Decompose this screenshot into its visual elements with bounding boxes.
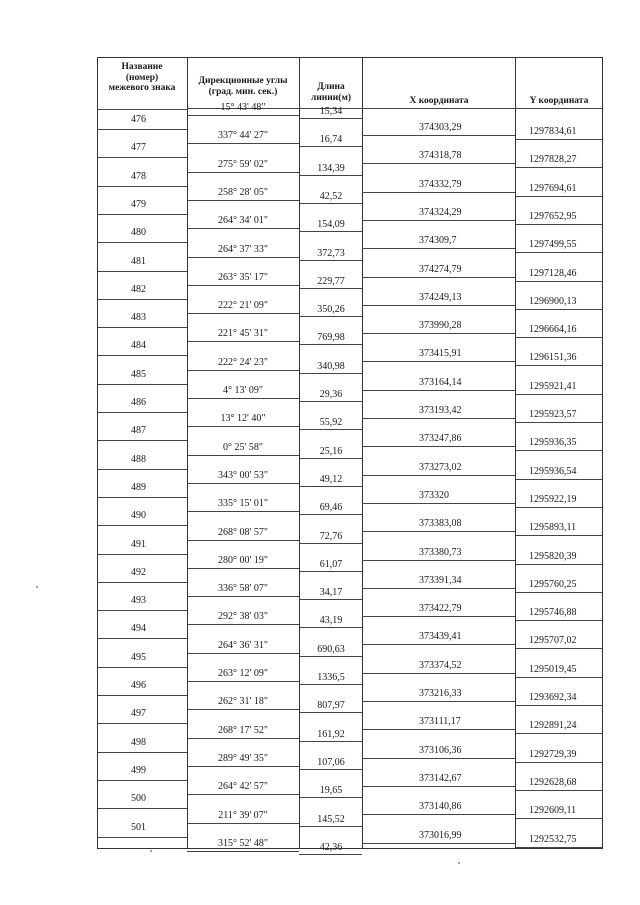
row-divider xyxy=(515,564,602,565)
x-coordinate-cell: 373216,33 xyxy=(419,688,462,699)
row-divider xyxy=(362,588,515,589)
row-divider xyxy=(187,511,299,512)
row-divider xyxy=(299,316,362,317)
y-coordinate-cell: 1296151,36 xyxy=(529,352,577,364)
scan-speck xyxy=(458,862,460,864)
header-name-line: Название xyxy=(121,62,163,72)
row-divider xyxy=(299,401,362,402)
length-cell: 69,46 xyxy=(319,502,343,514)
row-divider xyxy=(299,458,362,459)
column-border xyxy=(602,58,603,848)
x-coordinate-cell: 373016,99 xyxy=(419,829,462,841)
row-divider xyxy=(299,826,362,827)
x-coordinate-cell: 373111,17 xyxy=(419,716,461,728)
angle-cell: 264° 34' 01" xyxy=(218,215,268,227)
row-divider xyxy=(187,143,299,144)
angle-cell: 268° 08' 57" xyxy=(218,526,268,538)
length-cell: 372,73 xyxy=(317,247,345,259)
header-x: X координата xyxy=(409,96,469,106)
row-divider xyxy=(515,620,602,621)
row-divider xyxy=(97,242,187,243)
row-divider xyxy=(362,786,515,787)
mark-number-cell: 479 xyxy=(131,198,146,210)
angle-cell: 222° 24' 23" xyxy=(218,356,268,368)
row-divider xyxy=(299,599,362,600)
y-coordinate-cell: 1297652,95 xyxy=(529,210,577,222)
row-divider xyxy=(299,769,362,770)
row-divider xyxy=(362,305,515,306)
x-coordinate-cell: 373193,42 xyxy=(419,405,462,416)
mark-number-cell: 498 xyxy=(131,736,146,748)
row-divider xyxy=(362,220,515,221)
angle-cell: 289° 49' 35" xyxy=(218,752,268,764)
angle-cell: 264° 36' 31" xyxy=(218,639,268,651)
row-divider xyxy=(187,851,299,852)
x-coordinate-cell: 373140,86 xyxy=(419,801,462,813)
row-divider xyxy=(187,341,299,342)
mark-number-cell: 485 xyxy=(131,368,146,380)
scan-speck xyxy=(150,850,152,852)
row-divider xyxy=(299,741,362,742)
row-divider xyxy=(362,758,515,759)
length-cell: 55,92 xyxy=(319,417,343,429)
angle-cell: 343° 00' 53" xyxy=(218,469,268,481)
header-name-line: межевого знака xyxy=(108,83,176,93)
row-divider xyxy=(515,648,602,649)
row-divider xyxy=(515,337,602,338)
row-divider xyxy=(362,729,515,730)
row-divider xyxy=(97,355,187,356)
x-coordinate-cell: 373439,41 xyxy=(419,631,462,643)
row-divider xyxy=(299,288,362,289)
row-divider xyxy=(515,252,602,253)
x-coordinate-cell: 373422,79 xyxy=(419,603,462,615)
y-coordinate-cell: 1295893,11 xyxy=(529,522,577,534)
header-name-line: (номер) xyxy=(125,72,159,83)
angle-cell: 262° 31' 18" xyxy=(218,696,268,708)
length-cell: 350,26 xyxy=(317,304,345,316)
angle-cell: 336° 58' 07" xyxy=(218,583,268,595)
x-coordinate-cell: 373374,52 xyxy=(419,659,462,671)
x-coordinate-cell: 373391,34 xyxy=(419,574,462,586)
row-divider xyxy=(187,228,299,229)
row-divider xyxy=(362,333,515,334)
row-divider xyxy=(362,616,515,617)
scan-speck xyxy=(36,586,38,588)
length-cell: 16,74 xyxy=(319,134,343,146)
mark-number-cell: 482 xyxy=(131,283,146,295)
row-divider xyxy=(299,656,362,657)
row-divider xyxy=(362,390,515,391)
y-coordinate-cell: 1292891,24 xyxy=(529,720,577,732)
row-divider xyxy=(187,172,299,173)
x-coordinate-cell: 373380,73 xyxy=(419,546,462,558)
header-angle xyxy=(189,76,297,97)
y-coordinate-cell: 1297499,55 xyxy=(529,239,577,251)
row-divider xyxy=(97,271,187,272)
length-cell: 34,17 xyxy=(319,587,343,599)
x-coordinate-cell: 373106,36 xyxy=(419,744,462,756)
mark-number-cell: 484 xyxy=(131,340,146,352)
x-coordinate-cell: 373990,28 xyxy=(419,320,462,332)
angle-cell: 258° 28' 05" xyxy=(218,186,268,198)
angle-cell: 335° 15' 01" xyxy=(218,498,268,510)
mark-number-cell: 489 xyxy=(131,481,146,493)
length-cell: 42,36 xyxy=(319,841,343,853)
row-divider xyxy=(97,752,187,753)
row-divider xyxy=(515,733,602,734)
row-divider xyxy=(187,200,299,201)
row-divider xyxy=(362,475,515,476)
y-coordinate-cell: 1297128,46 xyxy=(529,267,577,279)
row-divider xyxy=(299,429,362,430)
row-divider xyxy=(187,370,299,371)
row-divider xyxy=(299,684,362,685)
length-cell: 134,39 xyxy=(317,162,345,174)
row-divider xyxy=(515,309,602,310)
row-divider xyxy=(362,814,515,815)
length-cell: 769,98 xyxy=(317,332,345,344)
row-divider xyxy=(187,681,299,682)
row-divider xyxy=(515,281,602,282)
row-divider xyxy=(515,592,602,593)
row-divider xyxy=(299,627,362,628)
angle-cell: 268° 17' 52" xyxy=(218,724,268,736)
row-divider xyxy=(362,248,515,249)
row-divider xyxy=(299,797,362,798)
row-divider xyxy=(97,214,187,215)
y-coordinate-cell: 1297828,27 xyxy=(529,154,577,166)
row-divider xyxy=(187,596,299,597)
row-divider xyxy=(515,818,602,819)
x-coordinate-cell: 373383,08 xyxy=(419,518,462,530)
y-coordinate-cell: 1292628,68 xyxy=(529,776,577,788)
length-cell: 61,07 xyxy=(319,558,343,570)
mark-number-cell: 486 xyxy=(131,397,146,408)
row-divider xyxy=(515,422,602,423)
row-divider xyxy=(299,175,362,176)
column-border xyxy=(187,58,188,848)
angle-cell: 263° 35' 17" xyxy=(218,271,268,283)
row-divider xyxy=(97,440,187,441)
coordinates-table xyxy=(97,57,603,853)
row-divider xyxy=(187,483,299,484)
row-divider xyxy=(362,673,515,674)
mark-number-cell: 494 xyxy=(131,623,146,635)
header-angle-line: (град. мин. сек.) xyxy=(208,86,278,97)
row-divider xyxy=(97,157,187,158)
y-coordinate-cell: 1295936,54 xyxy=(529,465,577,477)
length-cell: 145,52 xyxy=(317,813,345,825)
row-divider xyxy=(97,525,187,526)
y-coordinate-cell: 1295760,25 xyxy=(529,578,577,590)
row-divider xyxy=(97,186,187,187)
column-border xyxy=(299,58,300,848)
length-cell: 42,52 xyxy=(319,190,343,202)
row-divider xyxy=(299,231,362,232)
length-cell: 1336,5 xyxy=(317,672,345,683)
x-coordinate-cell: 373415,91 xyxy=(419,348,462,360)
length-cell: 15,34 xyxy=(319,106,343,117)
row-divider xyxy=(299,571,362,572)
header-length xyxy=(301,82,361,103)
row-divider xyxy=(299,373,362,374)
x-coordinate-cell: 374332,79 xyxy=(419,178,462,190)
row-divider xyxy=(515,535,602,536)
x-coordinate-cell: 373320 xyxy=(419,489,449,501)
row-divider xyxy=(362,361,515,362)
length-cell: 25,16 xyxy=(319,445,343,457)
mark-number-cell: 491 xyxy=(131,538,146,550)
mark-number-cell: 492 xyxy=(131,566,146,578)
row-divider xyxy=(515,450,602,451)
length-cell: 72,76 xyxy=(319,530,343,542)
row-divider xyxy=(515,224,602,225)
angle-cell: 211° 39' 07" xyxy=(218,809,268,821)
row-divider xyxy=(515,790,602,791)
row-divider xyxy=(515,762,602,763)
row-divider xyxy=(362,418,515,419)
mark-number-cell: 490 xyxy=(131,510,146,522)
y-coordinate-cell: 1295922,19 xyxy=(529,493,577,505)
length-cell: 29,36 xyxy=(319,389,343,400)
row-divider xyxy=(97,299,187,300)
row-divider xyxy=(187,794,299,795)
row-divider xyxy=(299,203,362,204)
row-divider xyxy=(299,344,362,345)
header-y: Y координата xyxy=(529,96,589,106)
x-coordinate-cell: 374249,13 xyxy=(419,291,462,303)
row-divider xyxy=(97,497,187,498)
row-divider xyxy=(97,667,187,668)
mark-number-cell: 493 xyxy=(131,595,146,607)
row-divider xyxy=(362,277,515,278)
length-cell: 19,65 xyxy=(319,785,343,797)
length-cell: 690,63 xyxy=(317,643,345,655)
x-coordinate-cell: 373273,02 xyxy=(419,461,462,473)
row-divider xyxy=(362,644,515,645)
angle-cell: 222° 21' 09" xyxy=(218,300,268,312)
angle-cell: 263° 12' 09" xyxy=(218,668,268,679)
row-divider xyxy=(187,455,299,456)
mark-number-cell: 487 xyxy=(131,425,146,437)
row-divider xyxy=(515,507,602,508)
row-divider xyxy=(515,139,602,140)
row-divider xyxy=(187,568,299,569)
y-coordinate-cell: 1296664,16 xyxy=(529,324,577,336)
row-divider xyxy=(187,285,299,286)
angle-cell: 4° 13' 09" xyxy=(223,385,263,396)
mark-number-cell: 499 xyxy=(131,764,146,776)
length-cell: 161,92 xyxy=(317,728,345,740)
row-divider xyxy=(187,709,299,710)
x-coordinate-cell: 373142,67 xyxy=(419,772,462,784)
row-divider xyxy=(97,469,187,470)
row-divider xyxy=(299,514,362,515)
mark-number-cell: 483 xyxy=(131,312,146,324)
mark-number-cell: 496 xyxy=(131,680,146,691)
row-divider xyxy=(187,653,299,654)
row-divider xyxy=(187,426,299,427)
y-coordinate-cell: 1292729,39 xyxy=(529,748,577,760)
row-divider xyxy=(97,723,187,724)
header-length-line: линии(м) xyxy=(310,92,352,103)
mark-number-cell: 478 xyxy=(131,170,146,182)
row-divider xyxy=(97,638,187,639)
row-divider xyxy=(187,540,299,541)
mark-number-cell: 495 xyxy=(131,651,146,663)
y-coordinate-cell: 1292609,11 xyxy=(529,805,577,817)
row-divider xyxy=(515,705,602,706)
angle-cell: 264° 37' 33" xyxy=(218,243,268,255)
row-divider xyxy=(187,313,299,314)
row-divider xyxy=(97,554,187,555)
mark-number-cell: 501 xyxy=(131,821,146,833)
row-divider xyxy=(97,384,187,385)
row-divider xyxy=(299,486,362,487)
x-coordinate-cell: 374303,29 xyxy=(419,122,462,133)
y-coordinate-cell: 1297694,61 xyxy=(529,182,577,194)
row-divider xyxy=(515,394,602,395)
column-border xyxy=(97,58,98,848)
mark-number-cell: 488 xyxy=(131,453,146,465)
row-divider xyxy=(515,847,602,848)
y-coordinate-cell: 1297834,61 xyxy=(529,126,577,137)
row-divider xyxy=(97,582,187,583)
row-divider xyxy=(299,543,362,544)
row-divider xyxy=(362,446,515,447)
row-divider xyxy=(515,479,602,480)
angle-cell: 264° 42' 57" xyxy=(218,781,268,793)
length-cell: 107,06 xyxy=(317,756,345,768)
angle-cell: 13° 12' 40" xyxy=(220,413,266,425)
column-border xyxy=(515,58,516,848)
y-coordinate-cell: 1295923,57 xyxy=(529,409,577,420)
row-divider xyxy=(187,115,299,116)
x-coordinate-cell: 373247,86 xyxy=(419,433,462,445)
x-coordinate-cell: 373164,14 xyxy=(419,376,462,388)
row-divider xyxy=(362,192,515,193)
angle-cell: 0° 25' 58" xyxy=(223,441,263,453)
length-cell: 43,19 xyxy=(319,615,343,627)
row-divider xyxy=(97,610,187,611)
row-divider xyxy=(299,118,362,119)
row-divider xyxy=(515,167,602,168)
row-divider xyxy=(97,837,187,838)
row-divider xyxy=(299,146,362,147)
angle-cell: 315° 52' 48" xyxy=(218,837,268,849)
row-divider xyxy=(299,260,362,261)
row-divider xyxy=(362,503,515,504)
length-cell: 807,97 xyxy=(317,700,345,712)
row-divider xyxy=(299,854,362,855)
y-coordinate-cell: 1296900,13 xyxy=(529,295,577,307)
header-name xyxy=(99,62,185,94)
header-divider xyxy=(97,109,187,110)
row-divider xyxy=(187,823,299,824)
length-cell: 154,09 xyxy=(317,219,345,231)
row-divider xyxy=(97,129,187,130)
row-divider xyxy=(97,412,187,413)
row-divider xyxy=(97,808,187,809)
row-divider xyxy=(97,327,187,328)
row-divider xyxy=(187,398,299,399)
y-coordinate-cell: 1295019,45 xyxy=(529,663,577,675)
angle-cell: 275° 59' 02" xyxy=(218,158,268,170)
mark-number-cell: 497 xyxy=(131,708,146,720)
row-divider xyxy=(187,738,299,739)
length-cell: 340,98 xyxy=(317,360,345,372)
x-coordinate-cell: 374324,29 xyxy=(419,206,462,218)
mark-number-cell: 477 xyxy=(131,142,146,154)
row-divider xyxy=(362,135,515,136)
row-divider xyxy=(515,677,602,678)
y-coordinate-cell: 1292532,75 xyxy=(529,833,577,845)
angle-cell: 280° 00' 19" xyxy=(218,554,268,566)
x-coordinate-cell: 374318,78 xyxy=(419,150,462,162)
header-length-line: Длина xyxy=(317,82,345,92)
angle-cell: 292° 38' 03" xyxy=(218,611,268,623)
row-divider xyxy=(362,531,515,532)
row-divider xyxy=(362,843,515,844)
y-coordinate-cell: 1295707,02 xyxy=(529,635,577,647)
row-divider xyxy=(362,560,515,561)
row-divider xyxy=(97,695,187,696)
length-cell: 49,12 xyxy=(319,473,343,485)
x-coordinate-cell: 374309,7 xyxy=(419,235,457,247)
mark-number-cell: 476 xyxy=(131,114,146,125)
mark-number-cell: 500 xyxy=(131,793,146,805)
length-cell: 229,77 xyxy=(317,275,345,287)
angle-cell: 15° 43' 48" xyxy=(220,102,266,113)
row-divider xyxy=(299,712,362,713)
row-divider xyxy=(362,701,515,702)
row-divider xyxy=(362,163,515,164)
row-divider xyxy=(97,780,187,781)
y-coordinate-cell: 1295936,35 xyxy=(529,437,577,449)
y-coordinate-cell: 1293692,34 xyxy=(529,692,577,703)
y-coordinate-cell: 1295746,88 xyxy=(529,607,577,619)
header-angle-line: Дирекционные углы xyxy=(198,76,288,86)
row-divider xyxy=(187,624,299,625)
row-divider xyxy=(187,766,299,767)
x-coordinate-cell: 374274,79 xyxy=(419,263,462,275)
row-divider xyxy=(515,196,602,197)
mark-number-cell: 481 xyxy=(131,255,146,267)
row-divider xyxy=(187,257,299,258)
angle-cell: 337° 44' 27" xyxy=(218,130,268,142)
row-divider xyxy=(515,365,602,366)
y-coordinate-cell: 1295820,39 xyxy=(529,550,577,562)
y-coordinate-cell: 1295921,41 xyxy=(529,380,577,392)
mark-number-cell: 480 xyxy=(131,227,146,239)
angle-cell: 221° 45' 31" xyxy=(218,328,268,340)
